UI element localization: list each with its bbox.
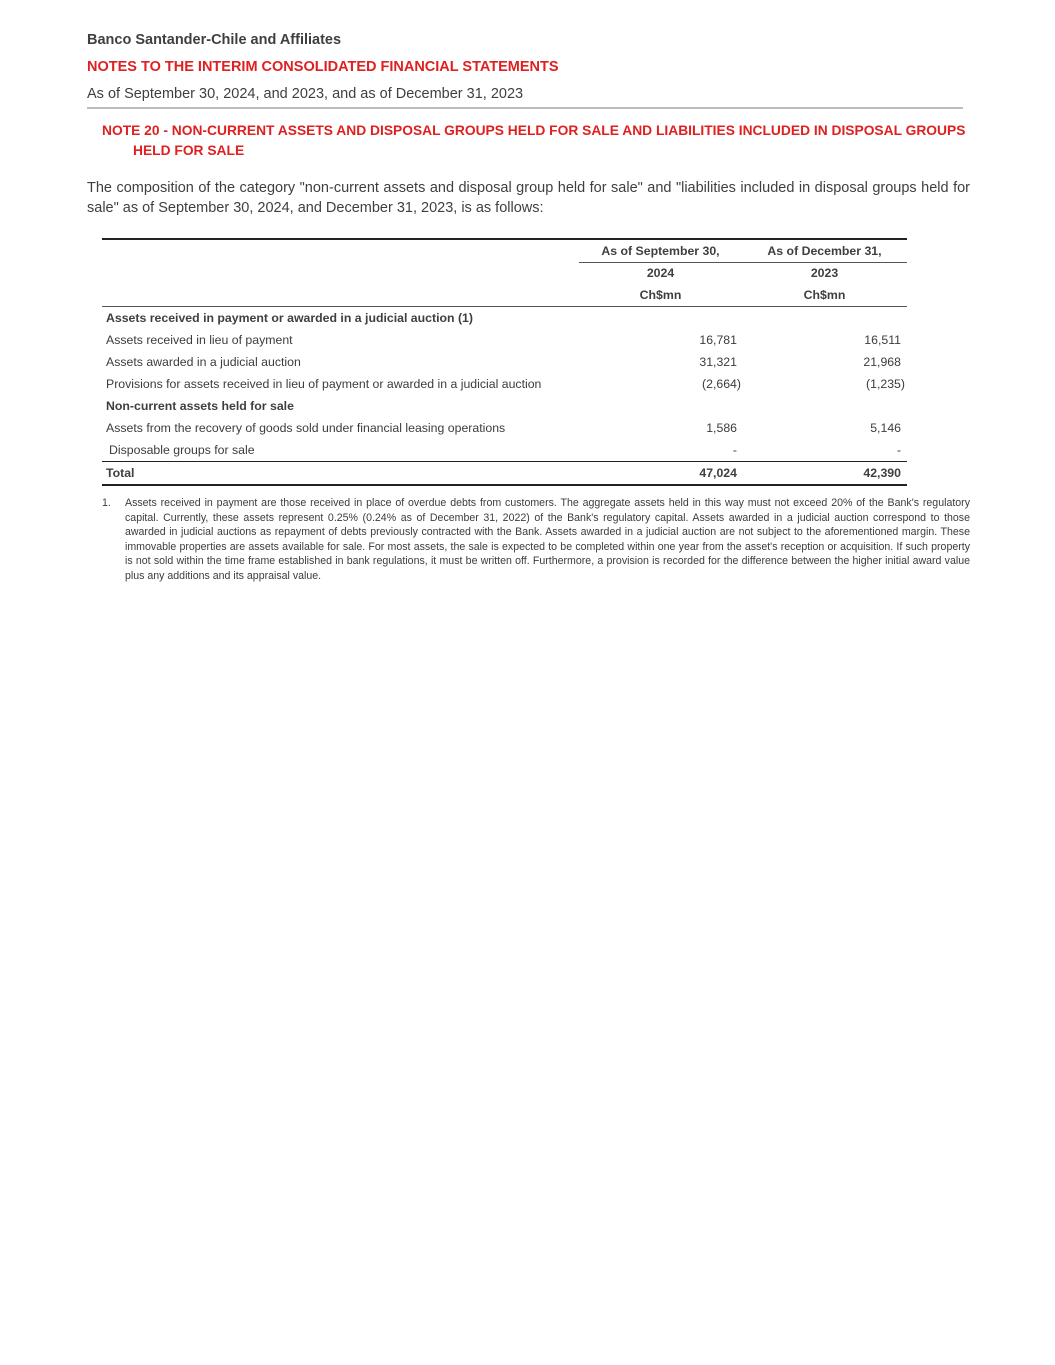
row-value-2024: - <box>732 443 737 457</box>
table-unit-row <box>102 284 907 306</box>
total-label: Total <box>106 466 135 480</box>
row-value-2024: 1,586 <box>706 421 737 435</box>
row-value-2023: (1,235) <box>866 377 905 391</box>
table-row <box>102 307 907 329</box>
table-row <box>102 351 907 373</box>
note-title <box>102 121 970 161</box>
row-label: Assets from the recovery of goods sold under financial leasing operations <box>106 421 506 435</box>
table-row <box>102 373 907 395</box>
row-value-2024: 16,781 <box>699 333 737 347</box>
company-name: Banco Santander-Chile and Affiliates <box>87 32 342 48</box>
table-row <box>102 329 907 351</box>
col2-header: As of December 31, <box>767 244 882 258</box>
col1-unit: Ch$mn <box>639 288 682 302</box>
table-row <box>102 417 907 439</box>
table-header-row <box>102 240 907 262</box>
total-value-2024: 47,024 <box>699 466 737 480</box>
page-header <box>87 30 963 109</box>
row-label: Assets received in payment or awarded in a judicial auction (1) <box>106 311 473 325</box>
row-label: Assets received in lieu of payment <box>106 333 293 347</box>
row-value-2023: 5,146 <box>870 421 901 435</box>
col1-header: As of September 30, <box>601 244 720 258</box>
row-value-2023: 16,511 <box>864 333 901 347</box>
row-label: Assets awarded in a judicial auction <box>106 355 301 369</box>
col2-unit: Ch$mn <box>803 288 846 302</box>
assets-held-for-sale-table <box>102 238 907 486</box>
header-divider <box>87 107 963 109</box>
footnote-1 <box>102 496 970 584</box>
row-value-2024: (2,664) <box>702 377 741 391</box>
row-label: Non-current assets held for sale <box>106 399 294 413</box>
row-value-2023: - <box>896 443 901 457</box>
notes-section-title: NOTES TO THE INTERIM CONSOLIDATED FINANCIAL STATEMENTS <box>87 59 559 75</box>
note-title-line-1: NOTE 20 - NON-CURRENT ASSETS AND DISPOSAL GROUPS HELD FOR SALE AND LIABILITIES INCLUDED IN DISPOSAL GROUPS <box>102 123 966 138</box>
row-label: Disposable groups for sale <box>109 443 255 457</box>
col2-year: 2023 <box>810 266 839 280</box>
col1-year: 2024 <box>646 266 675 280</box>
row-value-2023: 21,968 <box>863 355 901 369</box>
note-title-line-2: HELD FOR SALE <box>133 143 245 158</box>
total-value-2023: 42,390 <box>863 466 901 480</box>
reporting-period: As of September 30, 2024, and 2023, and as of December 31, 2023 <box>87 86 524 102</box>
row-value-2024: 31,321 <box>699 355 737 369</box>
footnote-text: Assets received in payment are those received in place of overdue debts from customers. The aggregate assets held in this way must not exceed 20% of the Bank's regulatory capital. Currently, these assets represent 0.25% (0.24% as of December 31, 2022) of the Bank's regulatory capital. Assets awarded in a judicial auction correspond to those awarded in judicial auctions as repayment of debts previously contracted with the Bank. Assets awarded in a judicial auction are not subject to the aforementioned margin. These immovable properties are assets available for sale. For most assets, the sale is expected to be completed within one year from the asset's reception or acquisition. If such property is not sold within the time frame established in bank regulations, it must be written off. Furthermore, a provision is recorded for the difference between the higher initial award value plus any additions and its appraisal value. <box>125 497 970 582</box>
total-row <box>102 462 907 484</box>
total-bottom-rule <box>102 484 907 486</box>
table-year-row <box>102 262 907 284</box>
intro-paragraph: The composition of the category "non-current assets and disposal group held for sale" and "liabilities included in disposal groups held for sale" as of September 30, 2024, and December 31, 2023, is as follows: <box>87 180 970 216</box>
footnote-number: 1. <box>102 497 111 509</box>
table-row <box>102 439 907 461</box>
row-label: Provisions for assets received in lieu of payment or awarded in a judicial auction <box>106 377 542 391</box>
table-row <box>102 395 907 417</box>
